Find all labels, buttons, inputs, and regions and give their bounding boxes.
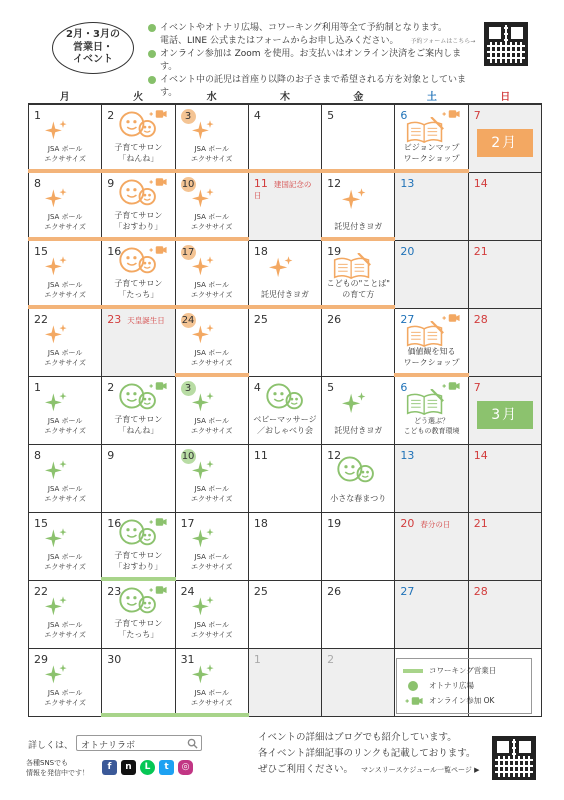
day-cell[interactable]	[469, 105, 542, 173]
day-cell[interactable]	[176, 241, 249, 309]
event-label: ベビーマッサージ ／おしゃべり会	[253, 415, 317, 435]
holiday-label: 建国記念の日	[253, 180, 312, 200]
day-cell[interactable]	[102, 649, 175, 717]
weekday-tue: 火	[133, 92, 144, 103]
badge-line: イベント	[72, 54, 113, 66]
sparkle-icon	[269, 255, 295, 281]
day-cell[interactable]	[29, 309, 102, 377]
weekday-thu: 木	[279, 92, 290, 103]
day-cell[interactable]	[249, 581, 322, 649]
sparkle-icon	[192, 527, 216, 551]
search-value: オトナリラボ	[81, 741, 136, 751]
day-cell[interactable]	[469, 173, 542, 241]
day-cell[interactable]	[29, 649, 102, 717]
legend-label: オトナリ広場	[429, 681, 474, 690]
calendar	[28, 88, 542, 717]
day-number: 1	[253, 653, 261, 666]
book-icon	[405, 389, 445, 415]
schedule-link[interactable]: マンスリースケジュール一覧ページ ▶	[361, 766, 480, 774]
online-camera-icon	[147, 517, 167, 527]
sparkle-icon	[192, 187, 216, 211]
day-number: 7	[473, 109, 481, 122]
event-label: 託児付きヨガ	[334, 222, 383, 231]
day-cell[interactable]	[176, 649, 249, 717]
sns-text: 各種SNSでも 情報を発信中です！	[26, 759, 89, 777]
day-cell[interactable]	[469, 445, 542, 513]
day-cell[interactable]	[469, 377, 542, 445]
day-cell[interactable]	[249, 377, 322, 445]
event-label: 子育てサロン 「たっち」	[114, 279, 163, 299]
day-number: 25	[253, 585, 268, 598]
day-cell[interactable]	[176, 309, 249, 377]
search-icon[interactable]	[187, 738, 198, 749]
holiday-label: 天皇誕生日	[127, 316, 165, 325]
day-number: 1	[34, 381, 41, 394]
day-cell[interactable]	[29, 445, 102, 513]
day-number: 4	[253, 381, 261, 394]
day-number: 14	[473, 449, 488, 462]
day-number: 27	[400, 585, 415, 598]
event-label: JSA ボール エクササイズ	[44, 213, 86, 231]
event-label: JSA ボール エクササイズ	[44, 485, 86, 503]
day-number: 7	[473, 381, 481, 394]
event-label: ビジョンマップ ワークショップ	[403, 143, 460, 163]
day-number: 15	[34, 245, 48, 258]
event-label: こどもの"ことば" の育て方	[326, 279, 390, 299]
event-label: JSA ボール エクササイズ	[190, 621, 233, 639]
day-cell[interactable]	[249, 513, 322, 581]
day-cell[interactable]	[176, 105, 249, 173]
day-number: 28	[473, 313, 488, 326]
day-cell[interactable]	[322, 581, 395, 649]
day-number: 3	[181, 109, 196, 124]
event-label: JSA ボール エクササイズ	[190, 281, 233, 299]
note-text: オンライン参加は Zoom を使用。お支払いはオンライン決済をご案内します。	[160, 49, 462, 72]
day-number: 19	[327, 517, 342, 530]
coworking-legend-icon	[403, 669, 423, 673]
event-label: 子育てサロン 「ねんね」	[114, 143, 163, 163]
day-number: 25	[253, 313, 268, 326]
weekday-fri: 金	[353, 92, 364, 103]
day-cell[interactable]	[176, 513, 249, 581]
online-camera-icon	[147, 109, 167, 119]
day-number: 13	[400, 449, 415, 462]
details-label: 詳しくは、	[28, 741, 74, 751]
badge-line: 2月・3月の	[66, 29, 120, 41]
online-camera-icon	[440, 109, 460, 119]
calendar-grid	[28, 103, 542, 717]
day-cell[interactable]	[29, 241, 102, 309]
event-label: 価値観を知る ワークショップ	[403, 347, 460, 367]
day-number: 13	[400, 177, 415, 190]
day-number: 10	[181, 451, 195, 462]
form-link[interactable]: 予約フォームはこちら→	[410, 38, 476, 45]
day-number: 21	[473, 517, 488, 530]
coworking-bar	[101, 713, 175, 717]
day-cell	[322, 649, 395, 717]
event-label: JSA ボール エクササイズ	[190, 213, 233, 231]
day-number: 24	[180, 585, 195, 598]
weekday-header	[28, 88, 542, 103]
day-cell[interactable]	[395, 241, 468, 309]
event-label: JSA ボール エクササイズ	[190, 689, 233, 707]
month-label: 2月	[477, 129, 533, 157]
day-number: 28	[473, 585, 488, 598]
sparkle-icon	[342, 187, 368, 213]
legend-label: オンライン参加 OK	[429, 696, 495, 705]
day-cell[interactable]	[176, 377, 249, 445]
coworking-bar	[175, 713, 249, 717]
day-cell[interactable]	[395, 105, 468, 173]
search-input[interactable]	[76, 735, 202, 751]
day-cell[interactable]	[29, 581, 102, 649]
sparkle-icon	[45, 663, 69, 687]
day-number: 3	[181, 381, 196, 396]
bullet-icon	[148, 24, 156, 32]
day-cell[interactable]	[322, 445, 395, 513]
day-cell[interactable]	[469, 513, 542, 581]
sparkle-icon	[342, 391, 368, 417]
day-cell[interactable]	[395, 581, 468, 649]
sparkle-icon	[192, 119, 216, 143]
sparkle-icon	[192, 459, 216, 483]
day-cell[interactable]	[29, 377, 102, 445]
event-label: どう選ぶ？ こどもの教育環境	[403, 417, 460, 435]
day-number: 23	[107, 585, 122, 598]
day-number: 8	[34, 177, 41, 190]
day-number: 19	[327, 245, 342, 258]
legend-label: コワーキング営業日	[429, 666, 497, 675]
day-cell[interactable]	[249, 173, 322, 241]
day-cell[interactable]	[395, 445, 468, 513]
day-number: 8	[34, 449, 41, 462]
day-cell[interactable]	[395, 309, 468, 377]
online-camera-icon	[147, 177, 167, 187]
legend	[396, 658, 532, 714]
event-label: JSA ボール エクササイズ	[190, 485, 233, 503]
day-cell[interactable]	[395, 377, 468, 445]
sparkle-icon	[45, 119, 69, 143]
day-cell[interactable]	[469, 241, 542, 309]
qr-code-schedule[interactable]	[492, 736, 536, 780]
day-cell[interactable]	[322, 309, 395, 377]
twitter-icon[interactable]: t	[159, 760, 174, 775]
day-cell[interactable]	[249, 445, 322, 513]
event-label: JSA ボール エクササイズ	[190, 349, 233, 367]
day-cell[interactable]	[176, 581, 249, 649]
sparkle-icon	[192, 255, 216, 279]
day-number: 16	[107, 245, 122, 258]
day-cell[interactable]	[322, 105, 395, 173]
footer-text	[258, 730, 480, 778]
holiday-label: 春分の日	[420, 520, 451, 529]
day-number: 6	[400, 109, 408, 122]
day-cell[interactable]	[322, 513, 395, 581]
day-number: 18	[253, 245, 268, 258]
day-number: 6	[400, 381, 408, 394]
day-number: 12	[327, 177, 342, 190]
sparkle-icon	[45, 459, 69, 483]
day-cell[interactable]	[29, 173, 102, 241]
online-camera-icon	[440, 381, 460, 391]
day-number: 18	[253, 517, 268, 530]
day-cell[interactable]	[102, 581, 175, 649]
day-cell[interactable]	[102, 513, 175, 581]
day-cell[interactable]	[322, 241, 395, 309]
day-cell[interactable]	[29, 105, 102, 173]
day-number: 20	[400, 517, 415, 530]
day-number: 5	[327, 381, 335, 394]
facebook-icon[interactable]: f	[102, 760, 117, 775]
day-cell[interactable]	[102, 105, 175, 173]
day-number: 2	[107, 381, 115, 394]
event-label: JSA ボール エクササイズ	[44, 417, 86, 435]
day-number: 22	[34, 313, 48, 326]
online-camera-icon	[403, 696, 423, 706]
sparkle-icon	[45, 323, 69, 347]
event-label: 託児付きヨガ	[260, 290, 309, 299]
day-number: 9	[107, 177, 115, 190]
event-label: 子育てサロン 「おすわり」	[114, 551, 163, 571]
day-number: 17	[180, 517, 195, 530]
event-label: 子育てサロン 「ねんね」	[114, 415, 163, 435]
day-number: 9	[107, 449, 115, 462]
day-number: 12	[327, 449, 342, 462]
online-camera-icon	[147, 585, 167, 595]
badge-line: 営業日・	[72, 41, 113, 53]
sparkle-icon	[45, 527, 69, 551]
day-number: 24	[181, 315, 195, 326]
footer-line: ぜひご利用ください。	[258, 764, 354, 775]
weekday-mon: 月	[59, 92, 70, 103]
sparkle-icon	[45, 391, 69, 415]
day-number: 17	[181, 247, 195, 258]
day-cell[interactable]	[249, 309, 322, 377]
header-badge	[52, 22, 134, 74]
sparkle-icon	[45, 595, 69, 619]
line-icon[interactable]: L	[140, 760, 155, 775]
book-icon	[405, 321, 445, 347]
event-label: JSA ボール エクササイズ	[44, 553, 86, 571]
faces-icon	[265, 380, 305, 412]
day-number: 2	[327, 653, 335, 666]
day-number: 4	[253, 109, 261, 122]
day-number: 31	[180, 653, 195, 666]
day-number: 11	[253, 177, 268, 190]
day-number: 26	[327, 585, 342, 598]
online-camera-icon	[147, 381, 167, 391]
book-icon	[405, 117, 445, 143]
sparkle-icon	[192, 595, 216, 619]
book-icon	[332, 253, 372, 279]
day-cell[interactable]	[249, 105, 322, 173]
day-number: 14	[473, 177, 488, 190]
weekday-wed: 水	[206, 92, 217, 103]
footer-line: イベントの詳細はブログでも紹介しています。	[258, 732, 457, 743]
event-label: 子育てサロン 「おすわり」	[114, 211, 163, 231]
day-number: 22	[34, 585, 48, 598]
day-number: 5	[327, 109, 335, 122]
day-number: 21	[473, 245, 488, 258]
qr-code-form[interactable]	[484, 22, 528, 66]
day-cell[interactable]	[102, 173, 175, 241]
weekday-sun: 日	[500, 92, 511, 103]
note-text: イベント中の託児は首座り以降のお子さまで希望される方を対象としています。	[160, 75, 467, 98]
sparkle-icon	[45, 255, 69, 279]
day-number: 20	[400, 245, 415, 258]
instagram-icon[interactable]: ◎	[178, 760, 193, 775]
day-number: 23	[107, 313, 122, 326]
sns-icons	[102, 760, 193, 775]
event-label: JSA ボール エクササイズ	[44, 145, 86, 163]
day-cell[interactable]	[469, 581, 542, 649]
day-number: 10	[181, 179, 195, 190]
bullet-icon	[148, 76, 156, 84]
event-label: JSA ボール エクササイズ	[44, 689, 86, 707]
sparkle-icon	[45, 187, 69, 211]
day-number: 29	[34, 653, 48, 666]
event-label: JSA ボール エクササイズ	[44, 349, 86, 367]
weekday-sat: 土	[426, 92, 437, 103]
event-label: 小さな春まつり	[330, 494, 387, 503]
day-number: 15	[34, 517, 48, 530]
hiroba-legend-icon	[408, 681, 418, 691]
day-cell[interactable]	[395, 173, 468, 241]
day-cell[interactable]	[469, 309, 542, 377]
note-text: イベントやオトナリ広場、コワーキング利用等全て予約制となります。	[160, 23, 448, 33]
sparkle-icon	[192, 323, 216, 347]
bullet-icon	[148, 50, 156, 58]
day-number: 11	[253, 449, 268, 462]
note-text: 電話、LINE 公式またはフォームからお申し込みください。	[160, 36, 399, 46]
day-cell[interactable]	[176, 173, 249, 241]
event-label: 託児付きヨガ	[334, 426, 383, 435]
day-cell[interactable]	[102, 377, 175, 445]
day-cell[interactable]	[102, 309, 175, 377]
day-cell	[249, 649, 322, 717]
day-cell[interactable]	[249, 241, 322, 309]
day-number: 1	[34, 109, 41, 122]
day-number: 27	[400, 313, 415, 326]
event-label: JSA ボール エクササイズ	[190, 417, 233, 435]
event-label: JSA ボール エクササイズ	[44, 621, 86, 639]
faces-icon	[336, 453, 376, 485]
event-label: JSA ボール エクササイズ	[44, 281, 86, 299]
day-cell[interactable]	[29, 513, 102, 581]
event-label: JSA ボール エクササイズ	[190, 145, 233, 163]
note-icon[interactable]: n	[121, 760, 136, 775]
day-number: 2	[107, 109, 115, 122]
day-number: 16	[107, 517, 122, 530]
day-cell[interactable]	[102, 241, 175, 309]
month-label: 3月	[477, 401, 533, 429]
day-number: 30	[107, 653, 122, 666]
day-cell[interactable]	[322, 173, 395, 241]
day-number: 26	[327, 313, 342, 326]
event-label: 子育てサロン 「たっち」	[114, 619, 163, 639]
day-cell[interactable]	[102, 445, 175, 513]
day-cell[interactable]	[176, 445, 249, 513]
day-cell[interactable]	[322, 377, 395, 445]
sparkle-icon	[192, 391, 216, 415]
online-camera-icon	[440, 313, 460, 323]
event-label: JSA ボール エクササイズ	[190, 553, 233, 571]
day-cell[interactable]	[395, 513, 468, 581]
footer-line: 各イベント詳細記事のリンクも記載しております。	[258, 748, 476, 759]
online-camera-icon	[147, 245, 167, 255]
sparkle-icon	[192, 663, 216, 687]
